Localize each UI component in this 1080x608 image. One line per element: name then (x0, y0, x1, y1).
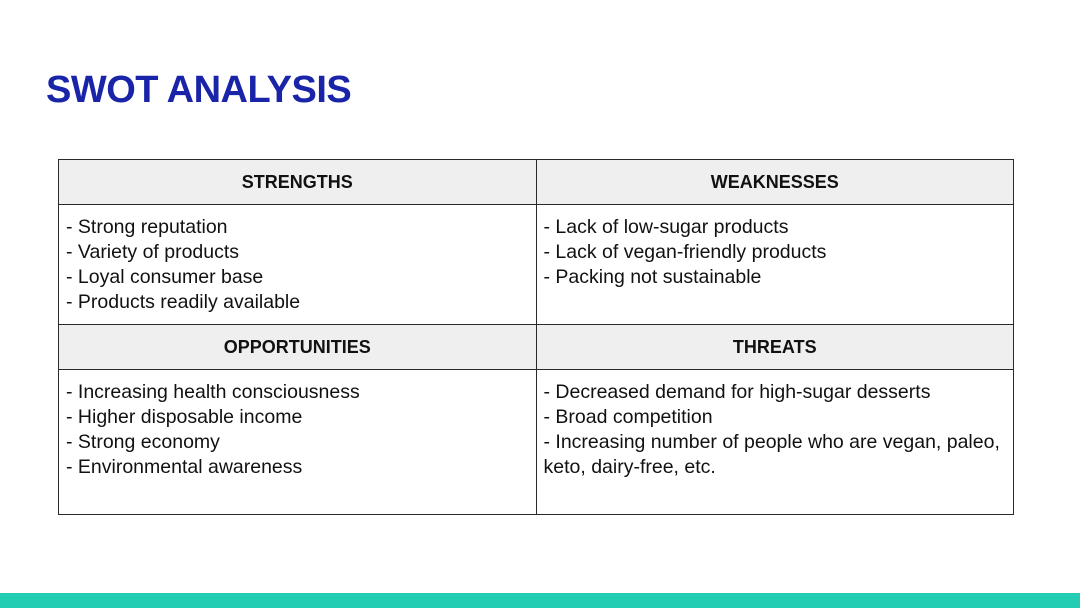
strengths-cell (59, 205, 537, 325)
weakness-item: - Lack of vegan-friendly products (543, 241, 827, 263)
slide-title: SWOT ANALYSIS (46, 69, 352, 111)
content-row-bottom (59, 370, 1014, 515)
weaknesses-header: WEAKNESSES (536, 160, 1014, 205)
content-row-top (59, 205, 1014, 325)
threat-item: - Increasing number of people who are vegan, paleo, keto, dairy-free, etc. (543, 431, 1000, 478)
opportunity-item: - Strong economy (66, 431, 220, 453)
opportunity-item: - Environmental awareness (66, 456, 303, 478)
opportunities-cell (59, 370, 537, 515)
strength-item: - Variety of products (66, 241, 240, 263)
swot-table (58, 159, 1014, 515)
header-row-bottom (59, 325, 1014, 370)
strength-item: - Strong reputation (66, 216, 228, 238)
strength-item: - Loyal consumer base (66, 266, 264, 288)
weakness-item: - Packing not sustainable (543, 266, 762, 288)
threat-item: - Decreased demand for high-sugar desserts (543, 381, 931, 403)
opportunity-item: - Increasing health consciousness (66, 381, 360, 403)
threats-cell (536, 370, 1014, 515)
strengths-header: STRENGTHS (59, 160, 537, 205)
weakness-item: - Lack of low-sugar products (543, 216, 789, 238)
header-row-top (59, 160, 1014, 205)
bottom-accent-band (0, 593, 1080, 608)
strength-item: - Products readily available (66, 291, 301, 313)
opportunities-header: OPPORTUNITIES (59, 325, 537, 370)
opportunity-item: - Higher disposable income (66, 406, 303, 428)
weaknesses-cell (536, 205, 1014, 325)
threat-item: - Broad competition (543, 406, 713, 428)
threats-header: THREATS (536, 325, 1014, 370)
